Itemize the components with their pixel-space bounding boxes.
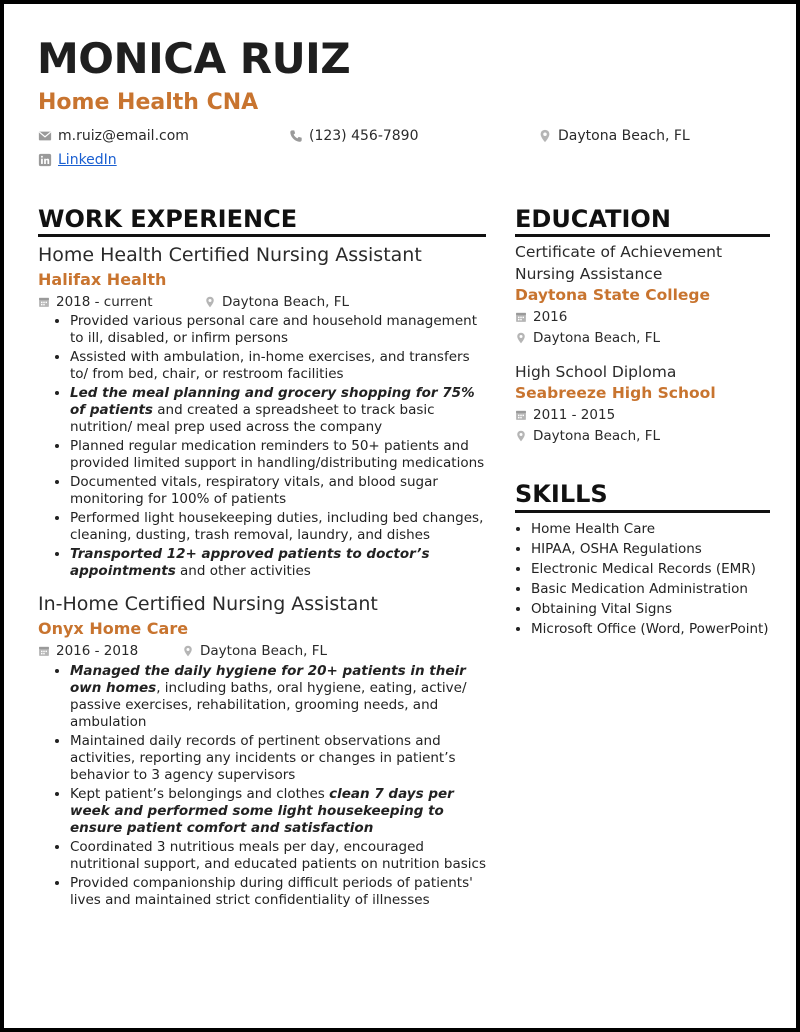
contact-email	[38, 129, 189, 143]
bullet-item	[70, 385, 486, 436]
work-experience-section	[38, 206, 486, 911]
education-location: Daytona Beach, FL	[515, 329, 770, 347]
job-entry	[38, 594, 486, 908]
skill-item: • Microsoft Office (Word, PowerPoint)	[531, 621, 770, 638]
education-entry	[515, 241, 770, 347]
education-entry	[515, 361, 770, 445]
skills-section	[515, 481, 770, 637]
bullet-text: Provided various personal care and household management to ill, disabled, or infirm persons	[70, 313, 477, 347]
map-pin-icon	[204, 296, 216, 308]
work-experience-heading: WORK EXPERIENCE	[38, 206, 486, 237]
phone-icon	[289, 129, 303, 143]
job-title: In-Home Certified Nursing Assistant	[38, 593, 378, 616]
candidate-role: Home Health CNA	[38, 90, 259, 115]
map-pin-icon	[515, 430, 527, 442]
education-location: Daytona Beach, FL	[515, 427, 770, 445]
bullet-item	[70, 786, 486, 837]
bullet-text: Kept patient’s belongings and clothes	[70, 785, 330, 802]
skill-item: • Home Health Care	[531, 521, 770, 538]
job-dates: 2018 - current	[38, 295, 204, 310]
school-name: Seabreeze High School	[515, 384, 716, 403]
bullet-item	[70, 313, 486, 347]
job-location: Daytona Beach, FL	[182, 644, 327, 659]
bullet-highlight: Managed the daily hygiene for 20+ patients in their own homes	[70, 662, 466, 696]
job-bullets	[38, 313, 486, 580]
education-heading: EDUCATION	[515, 206, 770, 237]
bullet-text: Performed light housekeeping duties, including bed changes, cleaning, dusting, trash removal, laundry, and dishes	[70, 510, 484, 544]
skill-item: • HIPAA, OSHA Regulations	[531, 541, 770, 558]
bullet-text: and created a spreadsheet to track basic nutrition/ meal prep used across the company	[70, 402, 435, 436]
calendar-icon	[515, 311, 527, 323]
contact-linkedin	[38, 153, 117, 167]
job-meta	[38, 295, 486, 310]
bullet-highlight: Transported 12+ approved patients to doctor’s appointments	[70, 546, 430, 580]
job-location: Daytona Beach, FL	[204, 295, 349, 310]
map-pin-icon	[515, 332, 527, 344]
envelope-icon	[38, 129, 52, 143]
bullet-highlight: Led the meal planning and grocery shopping for 75% of patients	[70, 385, 475, 419]
map-pin-icon	[538, 129, 552, 143]
bullet-item	[70, 733, 486, 784]
bullet-text: Coordinated 3 nutritious meals per day, encouraged nutritional support, and educated patients on nutrition basics	[70, 838, 486, 872]
job-entry	[38, 245, 486, 580]
school-name: Daytona State College	[515, 286, 711, 305]
linkedin-link[interactable]: LinkedIn	[58, 152, 117, 168]
email-text: m.ruiz@email.com	[58, 128, 189, 144]
bullet-item	[70, 510, 486, 544]
company-name: Onyx Home Care	[38, 619, 189, 639]
bullet-text: Documented vitals, respiratory vitals, and blood sugar monitoring for 100% of patients	[70, 474, 438, 508]
bullet-item	[70, 438, 486, 472]
bullet-item	[70, 663, 486, 731]
job-meta	[38, 644, 486, 659]
sidebar-column	[515, 206, 770, 641]
bullet-text: Maintained daily records of pertinent observations and activities, reporting any incidents or changes in patient’s behavior to 3 agency supervisors	[70, 732, 456, 783]
bullet-item	[70, 349, 486, 383]
bullet-text: Assisted with ambulation, in-home exercises, and transfers to/ from bed, chair, or restroom facilities	[70, 349, 470, 383]
contact-location	[538, 129, 690, 143]
bullet-highlight: clean 7 days per week and performed some light housekeeping to ensure patient comfort and satisfaction	[70, 785, 454, 836]
job-dates: 2016 - 2018	[38, 644, 182, 659]
degree-line: High School Diploma	[515, 363, 677, 382]
bullet-item	[70, 546, 486, 580]
calendar-icon	[38, 645, 50, 657]
bullet-item	[70, 474, 486, 508]
education-section	[515, 206, 770, 445]
bullet-text: Planned regular medication reminders to 50+ patients and provided limited support in handling/distributing medications	[70, 438, 485, 472]
bullet-text: Provided companionship during difficult periods of patients' lives and maintained strict confidentiality of illnesses	[70, 874, 473, 908]
location-text: Daytona Beach, FL	[558, 128, 690, 144]
calendar-icon	[515, 409, 527, 421]
contact-phone	[289, 129, 419, 143]
degree-line: Certificate of Achievement	[515, 243, 723, 262]
skill-item: • Basic Medication Administration	[531, 581, 770, 598]
job-title: Home Health Certified Nursing Assistant	[38, 244, 422, 267]
bullet-text: and other activities	[175, 563, 311, 580]
bullet-item	[70, 875, 486, 909]
bullet-text: , including baths, oral hygiene, eating, active/ passive exercises, rehabilitation, grooming needs, and ambulation	[70, 679, 467, 730]
degree-line: Nursing Assistance	[515, 265, 663, 284]
skills-list	[515, 521, 770, 638]
bullet-item	[70, 839, 486, 873]
job-bullets	[38, 663, 486, 909]
skill-item: • Obtaining Vital Signs	[531, 601, 770, 618]
calendar-icon	[38, 296, 50, 308]
candidate-name: MONICA RUIZ	[37, 34, 351, 83]
phone-text: (123) 456-7890	[309, 128, 419, 144]
company-name: Halifax Health	[38, 270, 167, 290]
skills-heading: SKILLS	[515, 481, 770, 512]
map-pin-icon	[182, 645, 194, 657]
linkedin-icon	[38, 153, 52, 167]
education-dates: 2016	[515, 308, 770, 326]
skill-item: • Electronic Medical Records (EMR)	[531, 561, 770, 578]
education-dates: 2011 - 2015	[515, 406, 770, 424]
